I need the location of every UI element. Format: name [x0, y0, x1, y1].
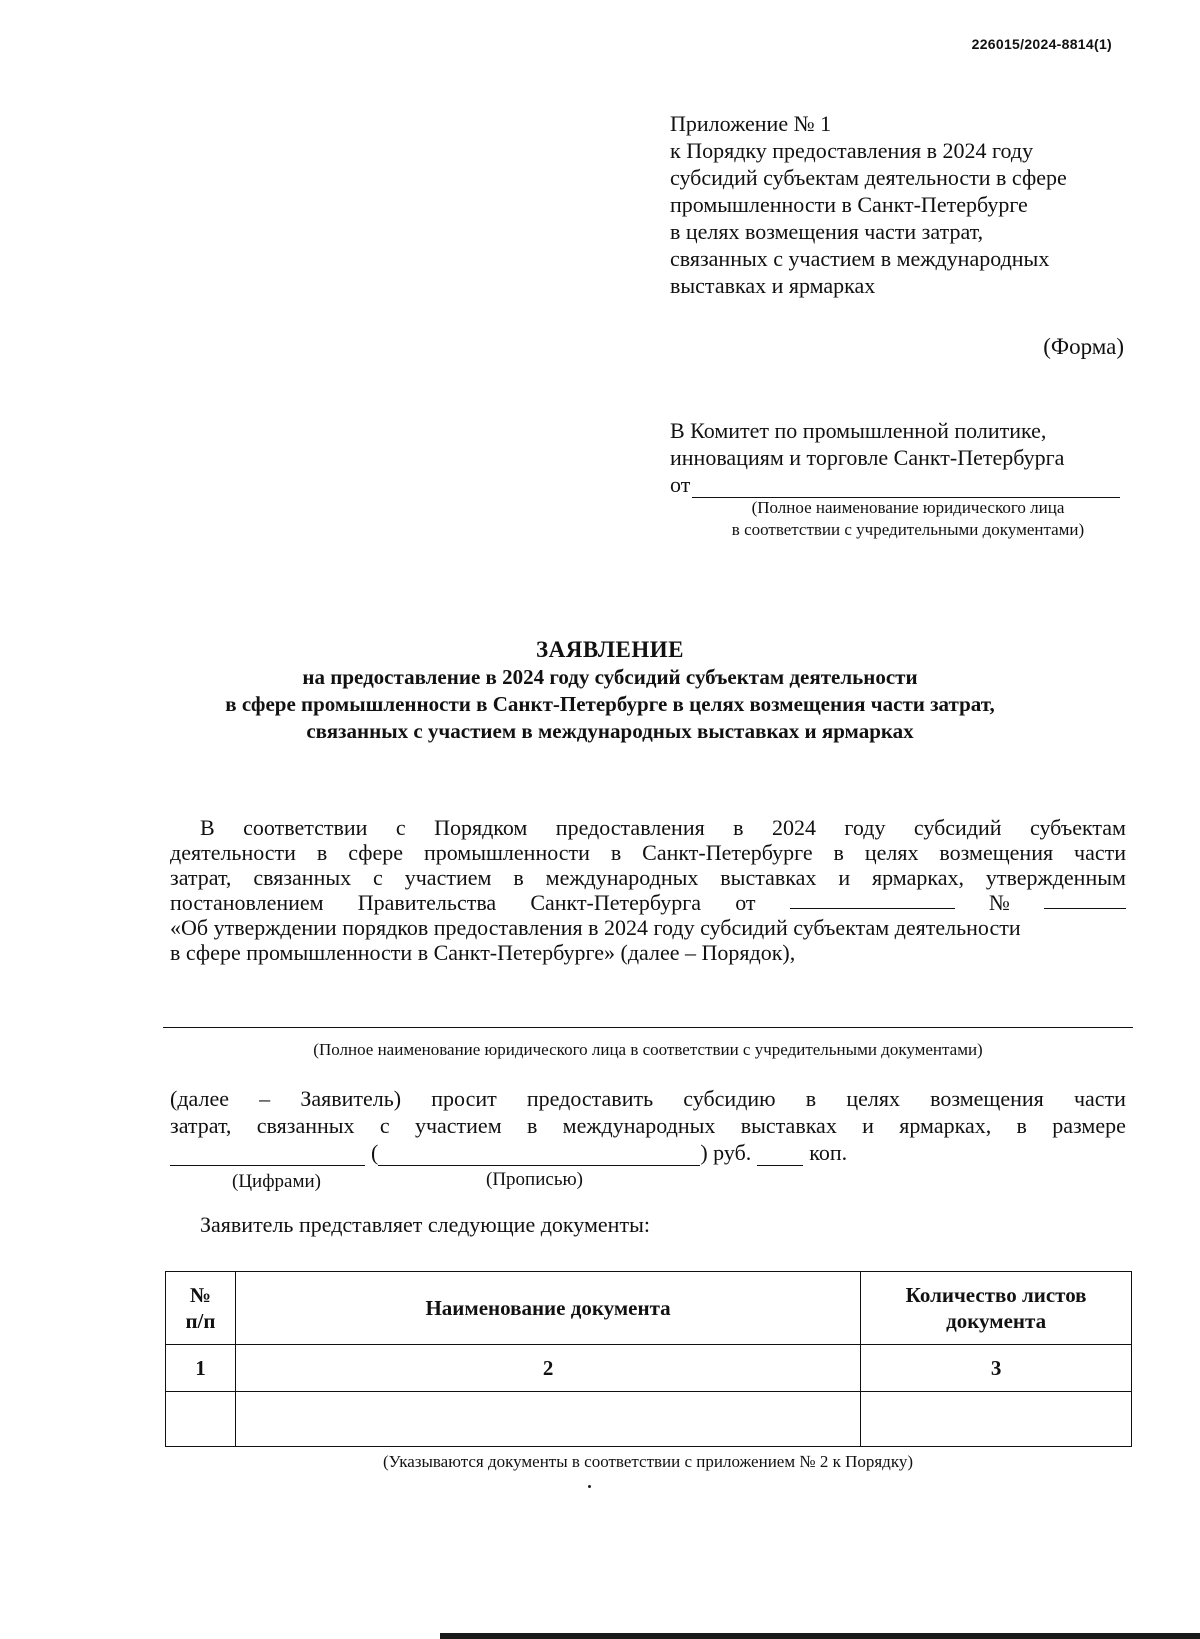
word: Правительства: [357, 890, 497, 915]
applicant-name-note: (Полное наименование юридического лица в соответствии с учредительными документами): [313, 1040, 983, 1059]
hint-digits: (Цифрами): [232, 1171, 321, 1192]
column-header-sheet-count: [861, 1272, 1132, 1345]
word: соответствии: [243, 815, 368, 840]
open-paren: (: [371, 1140, 379, 1165]
word: ярмарках,: [899, 1113, 992, 1138]
word: субсидий: [913, 815, 1002, 840]
word: в: [513, 865, 524, 890]
word: году: [844, 815, 886, 840]
word: постановлением: [170, 890, 324, 915]
word: от: [735, 890, 756, 915]
table-cell-empty[interactable]: [166, 1392, 236, 1447]
word: с: [379, 1113, 390, 1138]
appendix-line: выставках и ярмарках: [670, 273, 876, 298]
document-registration-number: 226015/2024-8814(1): [971, 36, 1112, 52]
addressee-line: В Комитет по промышленной политике,: [670, 418, 1047, 443]
from-blank-field[interactable]: [692, 477, 1120, 498]
word: предоставления: [555, 815, 705, 840]
word: в: [733, 815, 744, 840]
word: возмещения: [939, 840, 1054, 865]
body-line: [170, 915, 1126, 940]
word: в: [833, 840, 844, 865]
body-line: [170, 840, 1126, 865]
amount-digits-blank[interactable]: [170, 1147, 365, 1166]
word: субъектам: [1030, 815, 1126, 840]
table-cell-empty[interactable]: [235, 1392, 860, 1447]
header-text: документа: [946, 1309, 1047, 1333]
word: части: [1074, 840, 1126, 865]
word: (далее: [170, 1086, 229, 1111]
table-header-row: [166, 1272, 1132, 1345]
column-number-cell: 3: [861, 1345, 1132, 1392]
word: международных: [562, 1113, 716, 1138]
word: размере: [1052, 1113, 1126, 1138]
request-paragraph: [170, 1085, 1126, 1166]
title-sub: связанных с участием в международных выставках и ярмарках: [306, 719, 914, 743]
table-cell-empty[interactable]: [861, 1392, 1132, 1447]
kopecks-blank[interactable]: [757, 1147, 803, 1166]
number-sign: №: [988, 890, 1010, 915]
word: в: [316, 840, 328, 865]
word: Заявитель): [300, 1086, 402, 1111]
rub-label: ) руб.: [700, 1140, 752, 1165]
column-header-number: [166, 1272, 236, 1345]
appendix-line: Приложение № 1: [670, 111, 832, 136]
appendix-line: в целях возмещения части затрат,: [670, 219, 984, 244]
addressee-block: [670, 417, 1120, 498]
word: сфере: [348, 840, 404, 865]
word: связанных: [253, 865, 352, 890]
body-line: [170, 940, 1126, 965]
word: и: [862, 1113, 874, 1138]
body-line: [170, 890, 1126, 915]
word: просит: [431, 1086, 497, 1111]
scan-speck: [588, 1485, 591, 1488]
word: с: [373, 865, 383, 890]
form-label: (Форма): [1043, 334, 1124, 359]
addressee-note-line: (Полное наименование юридического лица: [751, 498, 1065, 517]
word: в: [610, 840, 622, 865]
word: –: [259, 1086, 271, 1111]
appendix-line: промышленности в Санкт-Петербурге: [670, 192, 1028, 217]
word: связанных: [256, 1113, 355, 1138]
appendix-line: связанных с участием в международных: [670, 246, 1050, 271]
word: в: [805, 1086, 817, 1111]
header-text: №: [189, 1283, 212, 1307]
title-main: ЗАЯВЛЕНИЕ: [536, 637, 684, 662]
word: с: [395, 815, 406, 840]
body-line: [170, 815, 1126, 840]
word: участием: [404, 865, 492, 890]
amount-line: [170, 1139, 1126, 1166]
body-paragraph: [170, 815, 1126, 965]
column-number-cell: 1: [166, 1345, 236, 1392]
resolution-number-blank[interactable]: [1044, 890, 1126, 909]
request-line: [170, 1112, 1126, 1139]
addressee-line: инновациям и торговле Санкт-Петербурга: [670, 445, 1065, 470]
word: участием: [414, 1113, 502, 1138]
document-title: [130, 636, 1090, 745]
resolution-title-text: «Об утверждении порядков предоставления в 2024 году субсидий субъектам деятельности: [170, 915, 1021, 940]
from-label: от: [670, 472, 691, 497]
word: международных: [545, 865, 699, 890]
amount-words-blank[interactable]: [378, 1147, 700, 1166]
word: предоставить: [526, 1086, 654, 1111]
word: утвержденным: [985, 865, 1126, 890]
kop-label: коп.: [809, 1140, 848, 1165]
body-line-text: в сфере промышленности в Санкт-Петербурге» (далее – Порядок),: [170, 940, 796, 965]
resolution-date-blank[interactable]: [790, 890, 955, 909]
word: субсидию: [683, 1086, 776, 1111]
header-text: п/п: [185, 1309, 216, 1333]
column-header-document-name: Наименование документа: [235, 1272, 860, 1345]
documents-intro: Заявитель представляет следующие документы:: [200, 1212, 650, 1237]
appendix-line: к Порядку предоставления в 2024 году: [670, 138, 1034, 163]
word: в: [1016, 1113, 1027, 1138]
word: выставках: [740, 1113, 837, 1138]
word: целях: [864, 840, 919, 865]
header-text: Количество листов: [905, 1283, 1087, 1307]
column-number-cell: 2: [235, 1345, 860, 1392]
body-line: [170, 865, 1126, 890]
title-sub: в сфере промышленности в Санкт-Петербурге в целях возмещения части затрат,: [225, 692, 995, 716]
table-note: (Указываются документы в соответствии с приложением № 2 к Порядку): [382, 1452, 913, 1471]
word: и: [838, 865, 851, 890]
scan-edge-shadow: [440, 1633, 1200, 1639]
word: деятельности: [170, 840, 296, 865]
table-row: [166, 1345, 1132, 1392]
word: Порядком: [434, 815, 528, 840]
word: целях: [846, 1086, 900, 1111]
title-sub: на предоставление в 2024 году субсидий субъектам деятельности: [302, 665, 918, 689]
word: возмещения: [930, 1086, 1044, 1111]
applicant-name-line[interactable]: [163, 1027, 1133, 1028]
word: затрат,: [170, 865, 232, 890]
word: части: [1073, 1086, 1126, 1111]
word: 2024: [771, 815, 816, 840]
word: Санкт-Петербурге: [642, 840, 813, 865]
appendix-header: [670, 110, 1140, 299]
word: ярмарках,: [872, 865, 964, 890]
documents-table: [165, 1271, 1132, 1447]
hint-words: (Прописью): [486, 1169, 584, 1190]
word: затрат,: [170, 1113, 232, 1138]
table-row: [166, 1392, 1132, 1447]
word: выставках: [720, 865, 817, 890]
appendix-line: субсидий субъектам деятельности в сфере: [670, 165, 1067, 190]
word: промышленности: [423, 840, 590, 865]
word: Санкт-Петербурга: [530, 890, 702, 915]
request-line: [170, 1085, 1126, 1112]
addressee-note: [688, 497, 1128, 541]
word: в: [526, 1113, 538, 1138]
from-line: [670, 471, 1120, 498]
word: В: [200, 815, 215, 840]
addressee-note-line: в соответствии с учредительными документами): [731, 520, 1085, 539]
